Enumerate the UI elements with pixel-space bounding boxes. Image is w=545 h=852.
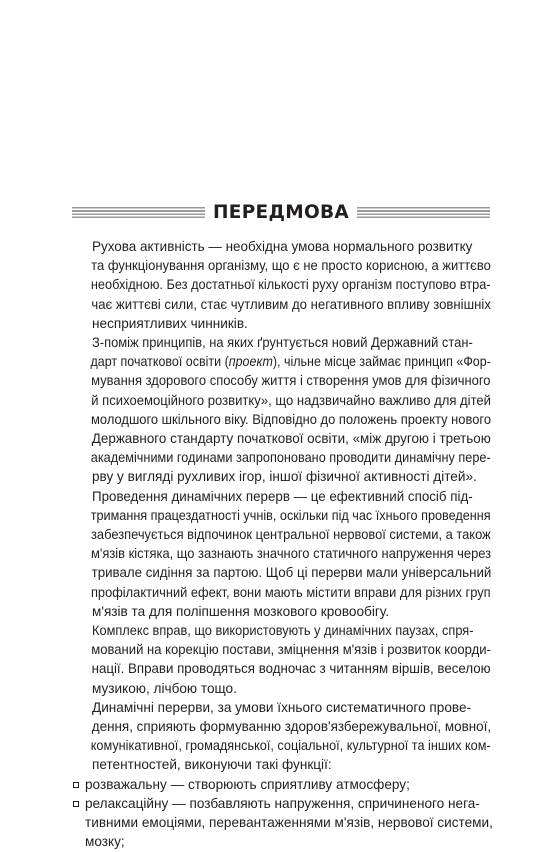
paragraph-5: [73, 698, 491, 775]
text-line: м'язів кістяка, що зазнають значного статичного напруження через: [91, 546, 492, 562]
heading-row: [72, 202, 490, 224]
text-line: мозку;: [85, 834, 125, 850]
text-line: Рухова активність — необхідна умова нормального розвитку: [92, 239, 473, 254]
text-line: несприятливих чинників.: [92, 315, 248, 331]
text-line: Державного стандарту початкової освіти, «між другою і третьою: [91, 431, 491, 447]
text-line: академічними годинами запропоновано проводити динамічну пере-: [90, 450, 491, 466]
page-title: ПЕРЕДМОВА: [212, 202, 350, 223]
paragraph-2: [73, 333, 491, 487]
text-line: мування здорового способу життя і створення умов для фізичного: [91, 373, 491, 389]
heading-rule-right: [357, 207, 490, 220]
text-line: необхідною. Без достатньої кількості руху організм поступово втра-: [90, 277, 491, 293]
square-bullet-icon: [73, 782, 79, 788]
text-line: профілактичний ефект, вони мають містити вправи для різних груп: [90, 584, 491, 600]
text-line: й психоемоційного розвитку», що надзвичайно важливо для дітей: [91, 392, 491, 408]
text-line: дення, сприяють формуванню здоров'язбережувальної, мовної,: [91, 719, 492, 735]
list-item: [73, 775, 491, 794]
text-line: тримання працездатності учнів, оскільки під час їхнього проведення: [90, 507, 491, 523]
text-line: розважальну — створюють сприятливу атмосферу;: [85, 776, 410, 792]
italic-word: проект: [228, 354, 273, 370]
text-segment: ), чільне місце займає принцип «Фор-: [272, 354, 491, 370]
list-item: [73, 794, 491, 852]
text-line: молодшого шкільного віку. Відповідно до положень проекту нового: [91, 411, 492, 427]
square-bullet-icon: [73, 801, 79, 807]
list-item-text: [85, 775, 491, 794]
paragraph-1: [73, 237, 491, 333]
text-line: забезпечується відпочинок центральної нервової системи, а також: [91, 527, 491, 543]
text-line: комунікативної, громадянської, соціальної, культурної та інших ком-: [90, 738, 491, 754]
text-line: рву у вигляді рухливих ігор, іншої фізичної активності дітей».: [92, 469, 477, 485]
text-line: петентностей, виконуючи такі функції:: [92, 757, 332, 773]
list-item-text: [85, 794, 493, 852]
paragraph-4: [73, 621, 491, 698]
text-line: Динамічні перерви, за умови їхнього систематичного прове-: [92, 699, 472, 715]
text-line: [73, 352, 491, 371]
text-line: Проведення динамічних перерв — це ефективний спосіб під-: [92, 488, 473, 504]
text-line: мований на корекцію постави, зміцнення м'язів і розвиток коорди-: [91, 642, 491, 658]
body-text: [73, 237, 491, 852]
text-segment: дарт початкової освіти (: [90, 354, 229, 370]
heading-rule-left: [72, 207, 205, 220]
text-line: тривале сидіння за партою. Щоб ці перерви мали універсальний: [91, 565, 492, 581]
text-line: м'язів та для поліпшення мозкового кровообігу.: [92, 603, 390, 619]
text-line: З-поміж принципів, на яких ґрунтується новий Державний стан-: [92, 335, 473, 351]
text-line: та функціонування організму, що є не просто корисною, а життєво: [91, 258, 491, 274]
text-line: Комплекс вправ, що використовують у динамічних паузах, спря-: [92, 623, 474, 639]
text-line: музикою, лічбою тощо.: [92, 680, 237, 696]
functions-list: [73, 775, 491, 852]
text-line: чає життєві сили, стає чутливим до негативного впливу зовнішніх: [91, 296, 491, 312]
paragraph-3: [73, 487, 491, 621]
text-line: тивними емоціями, перевантаженнями м'язів, нервової системи,: [85, 815, 493, 831]
text-line: релаксаційну — позбавляють напруження, спричиненого нега-: [85, 795, 480, 811]
text-line: нації. Вправи проводяться водночас з читанням віршів, веселою: [91, 661, 491, 677]
